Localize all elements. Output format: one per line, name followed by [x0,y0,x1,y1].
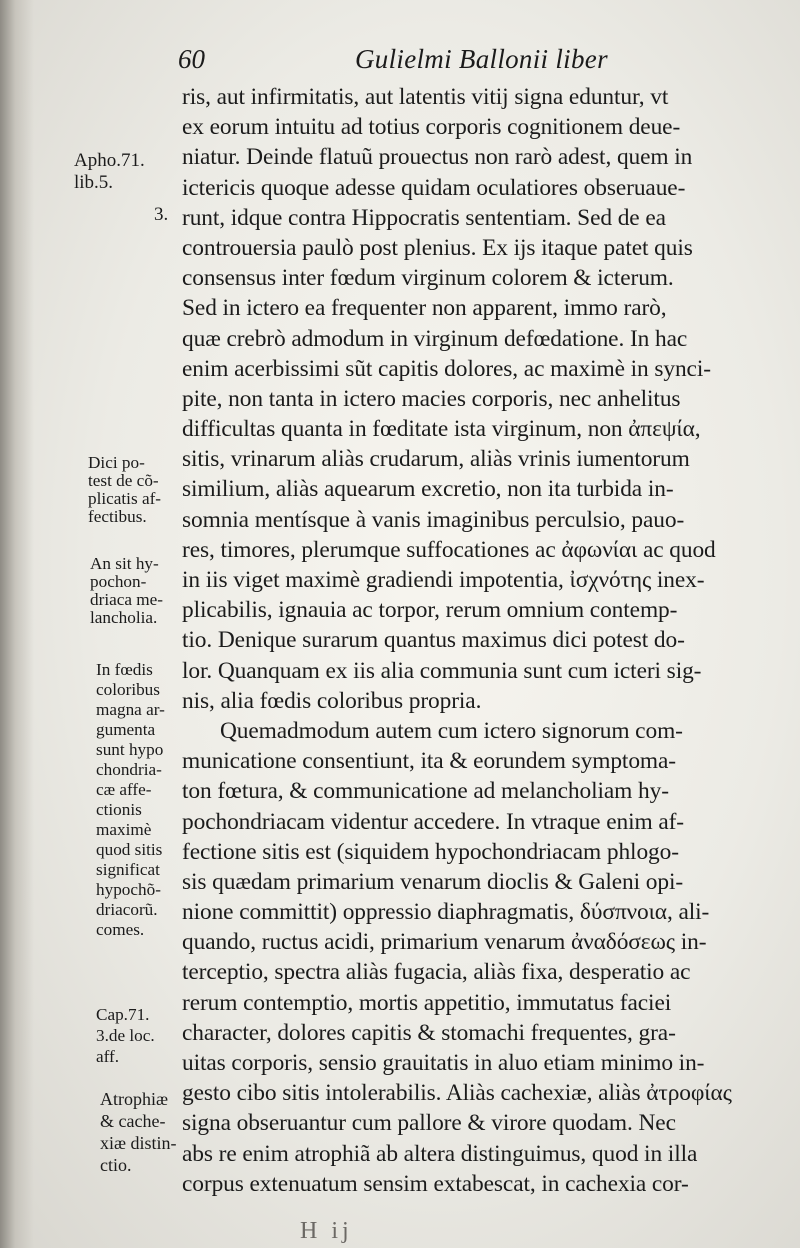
margin-line: 3.de loc. [96,1026,155,1045]
margin-line: maximè [96,820,152,839]
text-line: nis, alia fœdis coloribus propria. [182,687,482,714]
margin-aphorism-ref [74,150,145,194]
margin-note-hypochondriaca [90,555,163,627]
text-line: ton fœtura, & communicatione ad melancholiam hy- [182,778,669,805]
margin-line: lancholia. [90,608,158,627]
margin-numeral: 3. [154,204,169,225]
main-text [182,82,772,1199]
margin-line: fectibus. [88,507,147,526]
text-line: ris, aut infirmitatis, aut latentis vitij signa eduntur, vt [182,84,669,110]
margin-line: In fœdis [96,660,153,679]
margin-line: lib.5. [74,172,114,193]
margin-line: comes. [96,920,145,939]
text-line: nione committit) oppressio diaphragmatis, δύσπνοια, ali- [182,899,710,926]
page-number: 60 [178,44,205,74]
text-line: ictericis quoque adesse quidam oculatiores obseruaue- [182,174,686,201]
margin-line: ctio. [100,1155,132,1175]
text-line: controuersia paulò post plenius. Ex ijs itaque patet quis [182,234,693,261]
margin-line: sunt hypo [96,740,164,759]
margin-line: ctionis [96,800,142,819]
margin-line: cæ affe- [96,780,152,799]
text-line: character, dolores capitis & stomachi frequentes, gra- [182,1019,676,1046]
text-line: rerum contemptio, mortis appetitio, immutatus faciei [182,989,672,1016]
text-line: signa obseruantur cum pallore & virore quodam. Nec [182,1110,676,1137]
text-line: sitis, vrinarum aliàs crudarum, aliàs vrinis iumentorum [182,446,690,473]
margin-cap-ref [96,1004,155,1067]
text-line: ex eorum intuitu ad totius corporis cognitionem deue- [182,114,681,141]
text-line: municatione consentiunt, ita & eorundem symptoma- [182,748,676,775]
text-line: fectione sitis est (siquidem hypochondriacam phlogo- [182,838,679,865]
margin-note-atrophia [100,1088,177,1176]
text-line: tio. Denique surarum quantus maximus dici potest do- [182,627,685,654]
margin-line: coloribus [96,680,160,699]
text-line: difficultas quanta in fœditate ista virginum, non ἀπεψία, [182,416,701,443]
running-title: Gulielmi Ballonii liber [355,44,608,74]
margin-line: Dici po- [88,453,145,472]
text-line: enim acerbissimi sũt capitis dolores, ac maximè in synci- [182,355,711,382]
text-line: gesto cibo sitis intolerabilis. Aliàs cachexiæ, aliàs ἀτροφίας [182,1080,732,1107]
text-line: similium, aliàs aquearum excretio, non ita turbida in- [182,476,674,503]
margin-line: pochon- [90,572,147,591]
margin-note-foedis [96,660,165,940]
gutter-shadow [0,0,34,1248]
text-line: consensus inter fœdum virginum colorem & icterum. [182,265,674,292]
text-line: pochondriacam videntur accedere. In vtraque enim af- [182,808,684,835]
text-line: niatur. Deinde flatuũ prouectus non rarò adest, quem in [182,144,693,171]
text-line: in iis viget maximè gradiendi impotentia, ἰσχνότης inex- [182,567,705,593]
margin-line: driaca me- [90,590,163,609]
margin-line: & cache- [100,1111,166,1131]
text-line: quando, ructus acidi, primarium venarum ἀναδόσεως in- [182,929,707,956]
text-line: sis quædam primarium venarum dioclis & Galeni opi- [182,868,684,895]
margin-line: chondria- [96,760,162,779]
text-line: abs re enim atrophiã ab altera distinguimus, quod in illa [182,1140,698,1167]
text-line: somnia mentísque à vanis imaginibus perculsio, pauo- [182,506,685,533]
margin-line: hypochõ- [96,880,161,899]
margin-line: xiæ distin- [100,1133,177,1153]
text-line: quæ crebrò admodum in virginum defœdatione. In hac [182,325,688,352]
text-line: Sed in ictero ea frequenter non apparent, immo rarò, [182,295,667,322]
page-header [0,44,800,78]
margin-line: Apho.71. [74,150,145,171]
margin-note-complicatis [88,454,161,526]
margin-line: magna ar- [96,700,165,719]
margin-line: aff. [96,1047,120,1066]
text-line: pite, non tanta in ictero macies corporis, nec anhelitus [182,385,681,412]
margin-line: driacorũ. [96,900,158,919]
margin-line: plicatis af- [88,489,162,508]
text-line: plicabilis, ignauia ac torpor, rerum omnium contemp- [182,597,678,624]
margin-line: An sit hy- [90,554,159,573]
margin-line: quod sitis [96,840,163,859]
signature-mark: H ij [300,1218,353,1244]
margin-line: Cap.71. [96,1005,150,1024]
text-line: res, timores, plerumque suffocationes ac ἀφωνίαι ac quod [182,536,716,563]
text-line: corpus extenuatum sensim extabescat, in cachexia cor- [182,1170,689,1197]
margin-line: test de cõ- [88,471,159,490]
margin-line: gumenta [96,720,156,739]
margin-line: Atrophiæ [100,1089,169,1109]
text-line: uitas corporis, sensio grauitatis in aluo etiam minimo in- [182,1050,705,1076]
text-line: runt, idque contra Hippocratis sententiam. Sed de ea [182,204,666,231]
text-line: lor. Quanquam ex iis alia communia sunt cum icteri sig- [182,657,702,684]
margin-line: significat [96,860,160,879]
paragraph-start-line: Quemadmodum autem cum ictero signorum com- [220,717,683,744]
text-line: terceptio, spectra aliàs fugacia, aliàs fixa, desperatio ac [182,959,691,986]
